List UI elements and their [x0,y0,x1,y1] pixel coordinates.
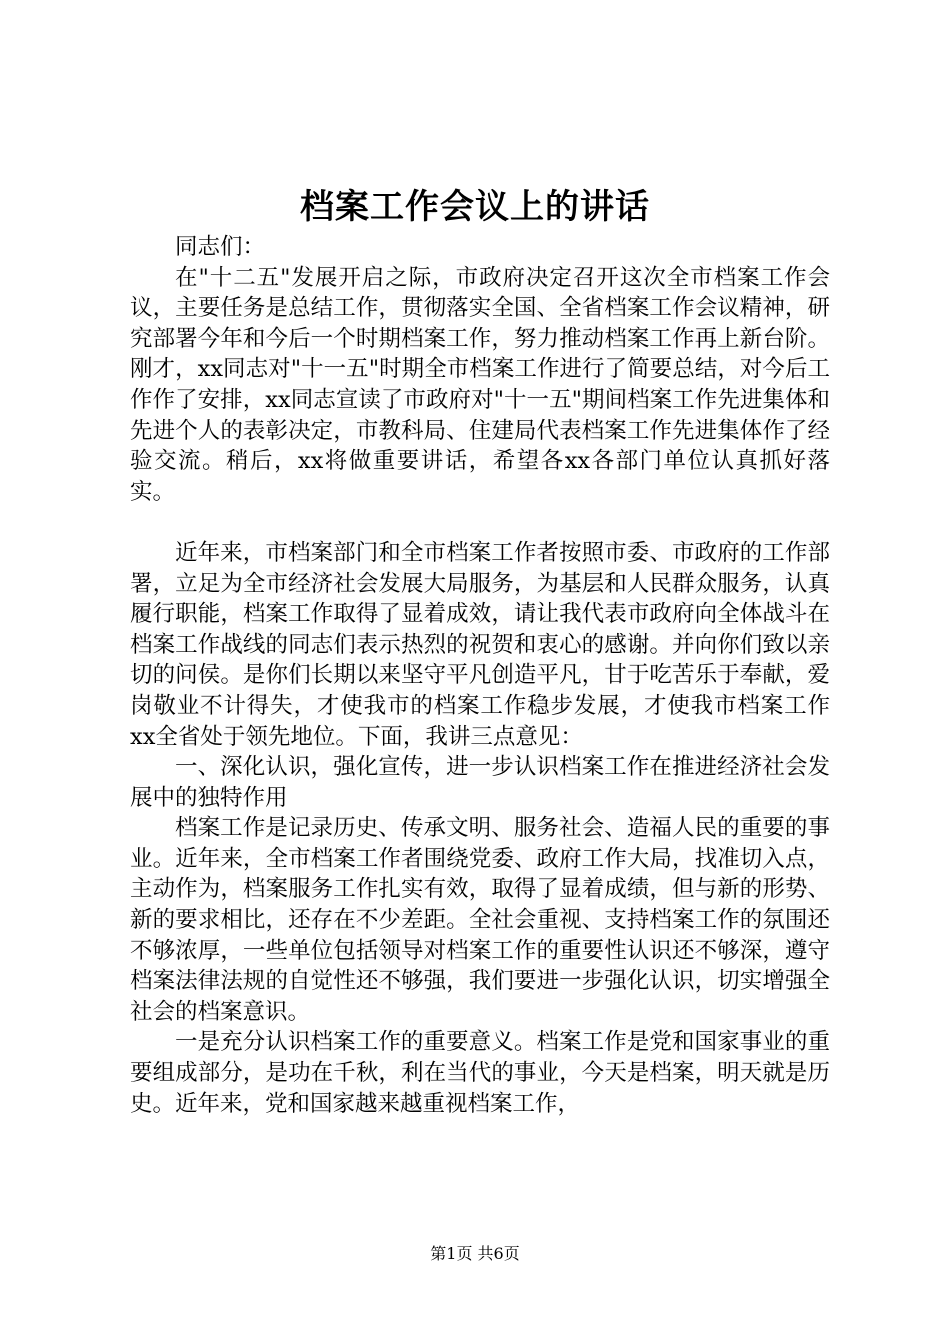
section-heading: 一、深化认识，强化宣传，进一步认识档案工作在推进经济社会发展中的独特作用 [130,754,830,811]
document-body [130,232,830,1119]
body-paragraph: 一是充分认识档案工作的重要意义。档案工作是党和国家事业的重要组成部分，是功在千秋，利在当代的事业，今天是档案，明天就是历史。近年来，党和国家越来越重视档案工作， [130,1029,830,1117]
salutation-paragraph: 同志们： [175,234,266,260]
body-paragraph: 近年来，市档案部门和全市档案工作者按照市委、市政府的工作部署，立足为全市经济社会发展大局服务，为基层和人民群众服务，认真履行职能，档案工作取得了显着成效，请让我代表市政府向全体战斗在档案工作战线的同志们表示热烈的祝贺和衷心的感谢。并向你们致以亲切的问侯。是你们长期以来坚守平凡创造平凡，甘于吃苦乐于奉献，爱岗敬业不计得失，才使我市的档案工作稳步发展，才使我市档案工作xx全省处于领先地位。下面，我讲三点意见： [130,539,830,750]
document-title: 档案工作会议上的讲话 [300,187,650,227]
body-paragraph: 在"十二五"发展开启之际，市政府决定召开这次全市档案工作会议，主要任务是总结工作，贯彻落实全国、全省档案工作会议精神，研究部署今年和今后一个时期档案工作，努力推动档案工作再上新台阶。刚才，xx同志对"十一五"时期全市档案工作进行了简要总结，对今后工作作了安排，xx同志宣读了市政府对"十一五"期间档案工作先进集体和先进个人的表彰决定，市教科局、住建局代表档案工作先进集体作了经验交流。稍后，xx将做重要讲话，希望各xx各部门单位认真抓好落实。 [130,264,830,505]
body-paragraph: 档案工作是记录历史、传承文明、服务社会、造福人民的重要的事业。近年来，全市档案工作者围绕党委、政府工作大局，找准切入点，主动作为，档案服务工作扎实有效，取得了显着成绩，但与新的形势、新的要求相比，还存在不少差距。全社会重视、支持档案工作的氛围还不够浓厚，一些单位包括领导对档案工作的重要性认识还不够深，遵守档案法律法规的自觉性还不够强，我们要进一步强化认识，切实增强全社会的档案意识。 [130,815,830,1025]
page-footer: 第1页 共6页 [430,1244,520,1263]
